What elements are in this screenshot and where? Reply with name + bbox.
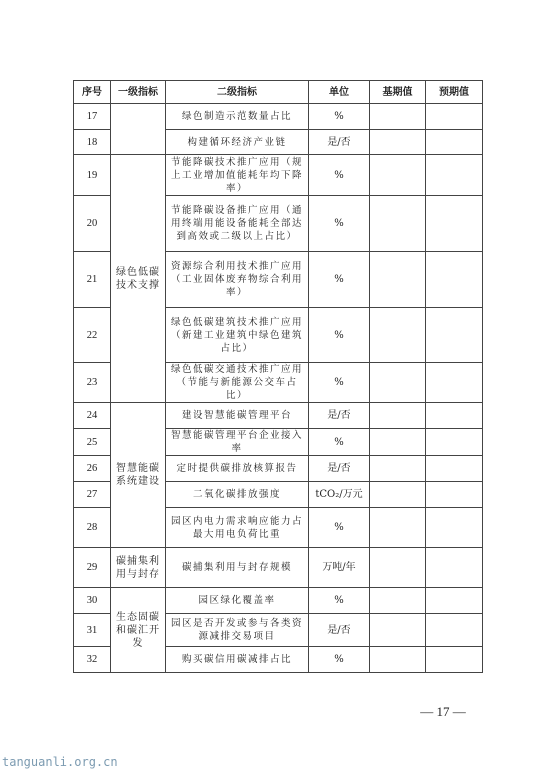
- target-cell: [426, 614, 483, 647]
- level2-indicator: 节能降碳技术推广应用（规上工业增加值能耗年均下降率）: [166, 155, 309, 196]
- level2-indicator: 绿色低碳建筑技术推广应用（新建工业建筑中绿色建筑占比）: [166, 308, 309, 363]
- table-row: [74, 104, 483, 130]
- row-number: 26: [74, 456, 111, 482]
- level1-cell: 碳捕集利用与封存: [111, 548, 166, 588]
- page-number: — 17 —: [420, 704, 466, 719]
- level2-indicator: 建设智慧能碳管理平台: [166, 403, 309, 429]
- target-cell: [426, 104, 483, 130]
- row-number: 22: [74, 308, 111, 363]
- row-number: 21: [74, 252, 111, 308]
- row-number: 28: [74, 508, 111, 548]
- unit-cell: %: [309, 308, 370, 363]
- level2-indicator: 园区绿化覆盖率: [166, 588, 309, 614]
- unit-cell: %: [309, 252, 370, 308]
- level2-indicator: 构建循环经济产业链: [166, 130, 309, 155]
- unit-cell: 是/否: [309, 614, 370, 647]
- header-target: 预期值: [426, 81, 483, 104]
- target-cell: [426, 588, 483, 614]
- baseline-cell: [370, 196, 426, 252]
- target-cell: [426, 252, 483, 308]
- row-number: 32: [74, 647, 111, 673]
- baseline-cell: [370, 130, 426, 155]
- level1-cell: 生态固碳和碳汇开发: [111, 588, 166, 673]
- header-level2: 二级指标: [166, 81, 309, 104]
- indicator-table: [73, 80, 483, 673]
- unit-cell: %: [309, 508, 370, 548]
- target-cell: [426, 647, 483, 673]
- level2-indicator: 园区是否开发或参与各类资源减排交易项目: [166, 614, 309, 647]
- row-number: 25: [74, 429, 111, 456]
- level1-cell: 智慧能碳系统建设: [111, 403, 166, 548]
- table-row: [74, 588, 483, 614]
- baseline-cell: [370, 363, 426, 403]
- level2-indicator: 碳捕集利用与封存规模: [166, 548, 309, 588]
- baseline-cell: [370, 155, 426, 196]
- header-baseline: 基期值: [370, 81, 426, 104]
- target-cell: [426, 429, 483, 456]
- unit-cell: 是/否: [309, 456, 370, 482]
- level1-cell: [111, 104, 166, 155]
- level2-indicator: 绿色低碳交通技术推广应用（节能与新能源公交车占比）: [166, 363, 309, 403]
- target-cell: [426, 196, 483, 252]
- baseline-cell: [370, 614, 426, 647]
- header-seq: 序号: [74, 81, 111, 104]
- baseline-cell: [370, 308, 426, 363]
- row-number: 31: [74, 614, 111, 647]
- row-number: 29: [74, 548, 111, 588]
- target-cell: [426, 403, 483, 429]
- baseline-cell: [370, 456, 426, 482]
- header-unit: 单位: [309, 81, 370, 104]
- table-header-row: [74, 81, 483, 104]
- level2-indicator: 购买碳信用碳减排占比: [166, 647, 309, 673]
- target-cell: [426, 482, 483, 508]
- unit-cell: %: [309, 429, 370, 456]
- baseline-cell: [370, 588, 426, 614]
- unit-cell: %: [309, 588, 370, 614]
- baseline-cell: [370, 548, 426, 588]
- baseline-cell: [370, 429, 426, 456]
- unit-cell: %: [309, 155, 370, 196]
- level2-indicator: 智慧能碳管理平台企业接入率: [166, 429, 309, 456]
- unit-cell: %: [309, 647, 370, 673]
- unit-cell: %: [309, 363, 370, 403]
- row-number: 30: [74, 588, 111, 614]
- level2-indicator: 绿色制造示范数量占比: [166, 104, 309, 130]
- table-row: [74, 548, 483, 588]
- unit-cell: %: [309, 104, 370, 130]
- unit-cell: 是/否: [309, 130, 370, 155]
- baseline-cell: [370, 403, 426, 429]
- header-level1: 一级指标: [111, 81, 166, 104]
- level2-indicator: 园区内电力需求响应能力占最大用电负荷比重: [166, 508, 309, 548]
- level2-indicator: 二氧化碳排放强度: [166, 482, 309, 508]
- target-cell: [426, 548, 483, 588]
- table-row: [74, 403, 483, 429]
- watermark: tanguanli.org.cn: [2, 755, 118, 769]
- level2-indicator: 资源综合利用技术推广应用（工业固体废弃物综合利用率）: [166, 252, 309, 308]
- level1-cell: 绿色低碳技术支撑: [111, 155, 166, 403]
- target-cell: [426, 456, 483, 482]
- baseline-cell: [370, 252, 426, 308]
- row-number: 20: [74, 196, 111, 252]
- unit-cell: %: [309, 196, 370, 252]
- level2-indicator: 节能降碳设备推广应用（通用终端用能设备能耗全部达到高效或二级以上占比）: [166, 196, 309, 252]
- target-cell: [426, 363, 483, 403]
- row-number: 17: [74, 104, 111, 130]
- unit-cell: tCO₂/万元: [309, 482, 370, 508]
- row-number: 19: [74, 155, 111, 196]
- row-number: 18: [74, 130, 111, 155]
- target-cell: [426, 508, 483, 548]
- unit-cell: 是/否: [309, 403, 370, 429]
- baseline-cell: [370, 647, 426, 673]
- row-number: 27: [74, 482, 111, 508]
- table-row: [74, 155, 483, 196]
- target-cell: [426, 308, 483, 363]
- unit-cell: 万吨/年: [309, 548, 370, 588]
- row-number: 24: [74, 403, 111, 429]
- baseline-cell: [370, 508, 426, 548]
- baseline-cell: [370, 482, 426, 508]
- row-number: 23: [74, 363, 111, 403]
- target-cell: [426, 155, 483, 196]
- baseline-cell: [370, 104, 426, 130]
- level2-indicator: 定时提供碳排放核算报告: [166, 456, 309, 482]
- target-cell: [426, 130, 483, 155]
